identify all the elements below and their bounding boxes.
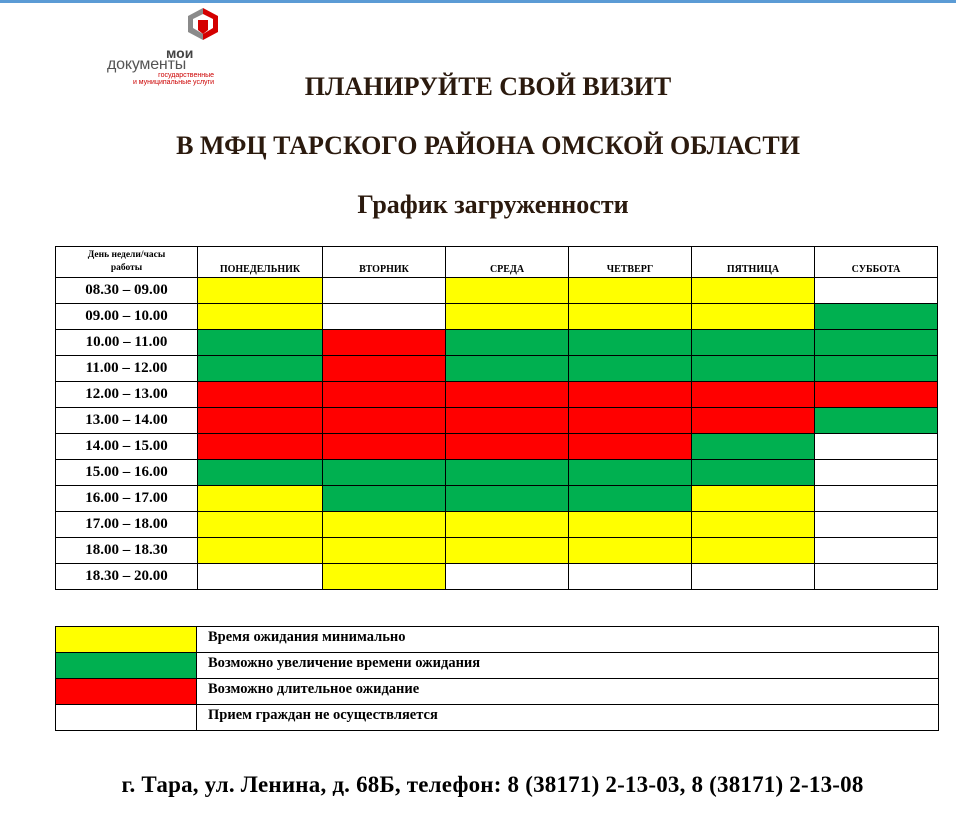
time-slot-label: 18.00 – 18.30 bbox=[56, 538, 198, 564]
load-cell bbox=[815, 382, 938, 408]
load-cell bbox=[323, 278, 446, 304]
load-cell bbox=[198, 304, 323, 330]
logo-subtext-2: и муниципальные услуги bbox=[132, 79, 214, 86]
time-slot-label: 17.00 – 18.00 bbox=[56, 512, 198, 538]
load-cell bbox=[323, 408, 446, 434]
schedule-row bbox=[56, 460, 938, 486]
load-cell bbox=[446, 564, 569, 590]
load-cell bbox=[323, 460, 446, 486]
logo-text-moi: мои bbox=[166, 45, 194, 61]
load-cell bbox=[446, 512, 569, 538]
load-cell bbox=[692, 278, 815, 304]
time-slot-label: 13.00 – 14.00 bbox=[56, 408, 198, 434]
header-corner bbox=[56, 247, 198, 278]
time-slot-label: 12.00 – 13.00 bbox=[56, 382, 198, 408]
legend-color-swatch bbox=[56, 653, 197, 679]
schedule-row bbox=[56, 434, 938, 460]
load-cell bbox=[569, 486, 692, 512]
load-cell bbox=[446, 356, 569, 382]
load-cell bbox=[815, 330, 938, 356]
legend-color-swatch bbox=[56, 627, 197, 653]
legend-label: Возможно увеличение времени ожидания bbox=[197, 653, 939, 679]
load-cell bbox=[569, 330, 692, 356]
load-cell bbox=[815, 460, 938, 486]
load-cell bbox=[692, 512, 815, 538]
load-cell bbox=[446, 408, 569, 434]
load-cell bbox=[569, 304, 692, 330]
load-cell bbox=[198, 408, 323, 434]
schedule-row bbox=[56, 408, 938, 434]
time-slot-label: 18.30 – 20.00 bbox=[56, 564, 198, 590]
schedule-row bbox=[56, 512, 938, 538]
page-subtitle: График загруженности bbox=[357, 190, 629, 219]
logo-mark-icon bbox=[188, 8, 218, 40]
load-cell bbox=[198, 382, 323, 408]
load-cell bbox=[446, 434, 569, 460]
schedule-row bbox=[56, 564, 938, 590]
load-cell bbox=[198, 538, 323, 564]
load-cell bbox=[692, 486, 815, 512]
load-cell bbox=[446, 304, 569, 330]
legend-row bbox=[56, 705, 939, 731]
header-day: ЧЕТВЕРГ bbox=[569, 247, 692, 278]
header-corner-line-1: День недели/часы bbox=[87, 250, 166, 260]
load-cell bbox=[323, 538, 446, 564]
time-slot-label: 14.00 – 15.00 bbox=[56, 434, 198, 460]
load-cell bbox=[323, 512, 446, 538]
load-cell bbox=[323, 330, 446, 356]
schedule-header-row bbox=[56, 247, 938, 278]
header-day: ПОНЕДЕЛЬНИК bbox=[198, 247, 323, 278]
load-cell bbox=[198, 330, 323, 356]
legend-label: Время ожидания минимально bbox=[197, 627, 939, 653]
load-cell bbox=[692, 434, 815, 460]
load-cell bbox=[323, 486, 446, 512]
legend-row bbox=[56, 679, 939, 705]
load-cell bbox=[692, 382, 815, 408]
load-cell bbox=[815, 356, 938, 382]
schedule-row bbox=[56, 382, 938, 408]
header-day: СРЕДА bbox=[446, 247, 569, 278]
schedule-row bbox=[56, 538, 938, 564]
load-cell bbox=[569, 460, 692, 486]
legend-color-swatch bbox=[56, 679, 197, 705]
header-day: ВТОРНИК bbox=[323, 247, 446, 278]
load-cell bbox=[569, 408, 692, 434]
page-title-line-2: В МФЦ ТАРСКОГО РАЙОНА ОМСКОЙ ОБЛАСТИ bbox=[176, 131, 800, 160]
load-cell bbox=[569, 434, 692, 460]
load-cell bbox=[569, 512, 692, 538]
load-cell bbox=[198, 278, 323, 304]
load-cell bbox=[815, 538, 938, 564]
load-cell bbox=[815, 564, 938, 590]
load-cell bbox=[323, 356, 446, 382]
load-cell bbox=[815, 486, 938, 512]
load-cell bbox=[815, 512, 938, 538]
load-cell bbox=[692, 304, 815, 330]
load-cell bbox=[198, 564, 323, 590]
load-cell bbox=[569, 278, 692, 304]
logo-subtext-1: государственные bbox=[158, 72, 214, 79]
load-cell bbox=[692, 408, 815, 434]
time-slot-label: 16.00 – 17.00 bbox=[56, 486, 198, 512]
legend-row bbox=[56, 627, 939, 653]
legend-row bbox=[56, 653, 939, 679]
load-cell bbox=[323, 434, 446, 460]
schedule-row bbox=[56, 486, 938, 512]
schedule-row bbox=[56, 304, 938, 330]
load-cell bbox=[323, 304, 446, 330]
load-cell bbox=[446, 278, 569, 304]
load-cell bbox=[815, 304, 938, 330]
load-cell bbox=[692, 460, 815, 486]
load-cell bbox=[569, 356, 692, 382]
load-cell bbox=[815, 434, 938, 460]
load-cell bbox=[323, 564, 446, 590]
schedule-row bbox=[56, 356, 938, 382]
header-day: СУББОТА bbox=[815, 247, 938, 278]
legend-label: Прием граждан не осуществляется bbox=[197, 705, 939, 731]
schedule-row bbox=[56, 278, 938, 304]
load-cell bbox=[692, 356, 815, 382]
time-slot-label: 08.30 – 09.00 bbox=[56, 278, 198, 304]
logo-text-documents: документы bbox=[107, 56, 186, 73]
time-slot-label: 10.00 – 11.00 bbox=[56, 330, 198, 356]
load-cell bbox=[198, 486, 323, 512]
load-cell bbox=[446, 486, 569, 512]
load-cell bbox=[198, 434, 323, 460]
load-cell bbox=[569, 538, 692, 564]
load-cell bbox=[569, 382, 692, 408]
schedule-row bbox=[56, 330, 938, 356]
header-day: ПЯТНИЦА bbox=[692, 247, 815, 278]
load-cell bbox=[692, 330, 815, 356]
load-cell bbox=[692, 538, 815, 564]
load-cell bbox=[446, 382, 569, 408]
load-cell bbox=[569, 564, 692, 590]
time-slot-label: 09.00 – 10.00 bbox=[56, 304, 198, 330]
load-cell bbox=[323, 382, 446, 408]
load-cell bbox=[815, 408, 938, 434]
time-slot-label: 15.00 – 16.00 bbox=[56, 460, 198, 486]
time-slot-label: 11.00 – 12.00 bbox=[56, 356, 198, 382]
top-border-line bbox=[0, 0, 956, 3]
page-title-line-1: ПЛАНИРУЙТЕ СВОЙ ВИЗИТ bbox=[304, 72, 672, 101]
schedule-table bbox=[55, 246, 938, 590]
legend-table bbox=[55, 626, 939, 731]
load-cell bbox=[692, 564, 815, 590]
legend-color-swatch bbox=[56, 705, 197, 731]
legend-label: Возможно длительное ожидание bbox=[197, 679, 939, 705]
load-cell bbox=[198, 460, 323, 486]
header-corner-line-2: работы bbox=[110, 263, 143, 273]
load-cell bbox=[198, 512, 323, 538]
load-cell bbox=[446, 460, 569, 486]
load-cell bbox=[198, 356, 323, 382]
footer-address: г. Тара, ул. Ленина, д. 68Б, телефон: 8 (38171) 2-13-03, 8 (38171) 2-13-08 bbox=[121, 772, 864, 797]
load-cell bbox=[446, 330, 569, 356]
load-cell bbox=[446, 538, 569, 564]
load-cell bbox=[815, 278, 938, 304]
